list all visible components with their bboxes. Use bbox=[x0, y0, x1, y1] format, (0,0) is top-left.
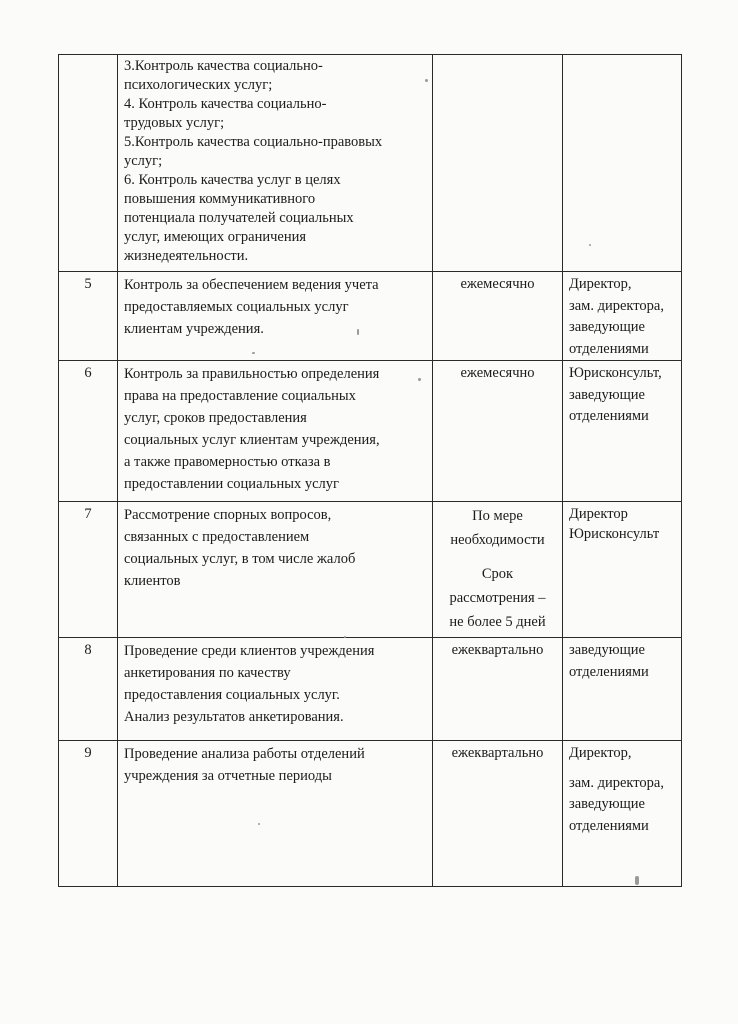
task-cell: 3.Контроль качества социально- психологических услуг; 4. Контроль качества социально- трудовых услуг; 5.Контроль качества социально-правовых услуг; 6. Контроль качества услуг в целях повышения коммуникативного потенциала получателей социальных услуг, имеющих ограничения жизнедеятельности. bbox=[118, 55, 433, 272]
frequency-cell: ежеквартально bbox=[433, 638, 563, 741]
table-row bbox=[59, 638, 682, 741]
table-row bbox=[59, 272, 682, 361]
control-plan-table bbox=[58, 54, 682, 887]
row-number: 6 bbox=[59, 361, 118, 502]
responsible-cell: Директор Юрисконсульт bbox=[563, 502, 682, 638]
scan-speck bbox=[344, 636, 346, 638]
table-row bbox=[59, 55, 682, 272]
table-row bbox=[59, 361, 682, 502]
scan-speck bbox=[418, 378, 421, 381]
table-row bbox=[59, 502, 682, 638]
frequency-cell: ежемесячно bbox=[433, 361, 563, 502]
scan-speck bbox=[252, 352, 255, 354]
scan-speck bbox=[357, 329, 359, 335]
scan-speck bbox=[425, 79, 428, 82]
responsible-cell: Директор, зам. директора, заведующие отделениями bbox=[563, 741, 682, 887]
row-number: 8 bbox=[59, 638, 118, 741]
task-cell: Контроль за обеспечением ведения учета предоставляемых социальных услуг клиентам учреждения. bbox=[118, 272, 433, 361]
task-cell: Проведение анализа работы отделений учреждения за отчетные периоды bbox=[118, 741, 433, 887]
frequency-cell: ежеквартально bbox=[433, 741, 563, 887]
scan-speck bbox=[635, 876, 639, 885]
task-cell: Проведение среди клиентов учреждения анкетирования по качеству предоставления социальных услуг. Анализ результатов анкетирования. bbox=[118, 638, 433, 741]
responsible-cell: заведующие отделениями bbox=[563, 638, 682, 741]
row-number: 5 bbox=[59, 272, 118, 361]
responsible-cell bbox=[563, 55, 682, 272]
responsible-cell: Директор, зам. директора, заведующие отделениями bbox=[563, 272, 682, 361]
frequency-cell: ежемесячно bbox=[433, 272, 563, 361]
responsible-cell: Юрисконсульт, заведующие отделениями bbox=[563, 361, 682, 502]
table-row bbox=[59, 741, 682, 887]
row-number: 7 bbox=[59, 502, 118, 638]
row-number: 9 bbox=[59, 741, 118, 887]
task-cell: Рассмотрение спорных вопросов, связанных с предоставлением социальных услуг, в том числе жалоб клиентов bbox=[118, 502, 433, 638]
frequency-cell: По мере необходимости Срок рассмотрения – не более 5 дней bbox=[433, 502, 563, 638]
task-cell: Контроль за правильностью определения права на предоставление социальных услуг, сроков предоставления социальных услуг клиентам учреждения, а также правомерностью отказа в предоставлении социальных услуг bbox=[118, 361, 433, 502]
scan-speck bbox=[258, 823, 260, 825]
row-number bbox=[59, 55, 118, 272]
frequency-cell bbox=[433, 55, 563, 272]
scan-speck bbox=[589, 244, 591, 246]
